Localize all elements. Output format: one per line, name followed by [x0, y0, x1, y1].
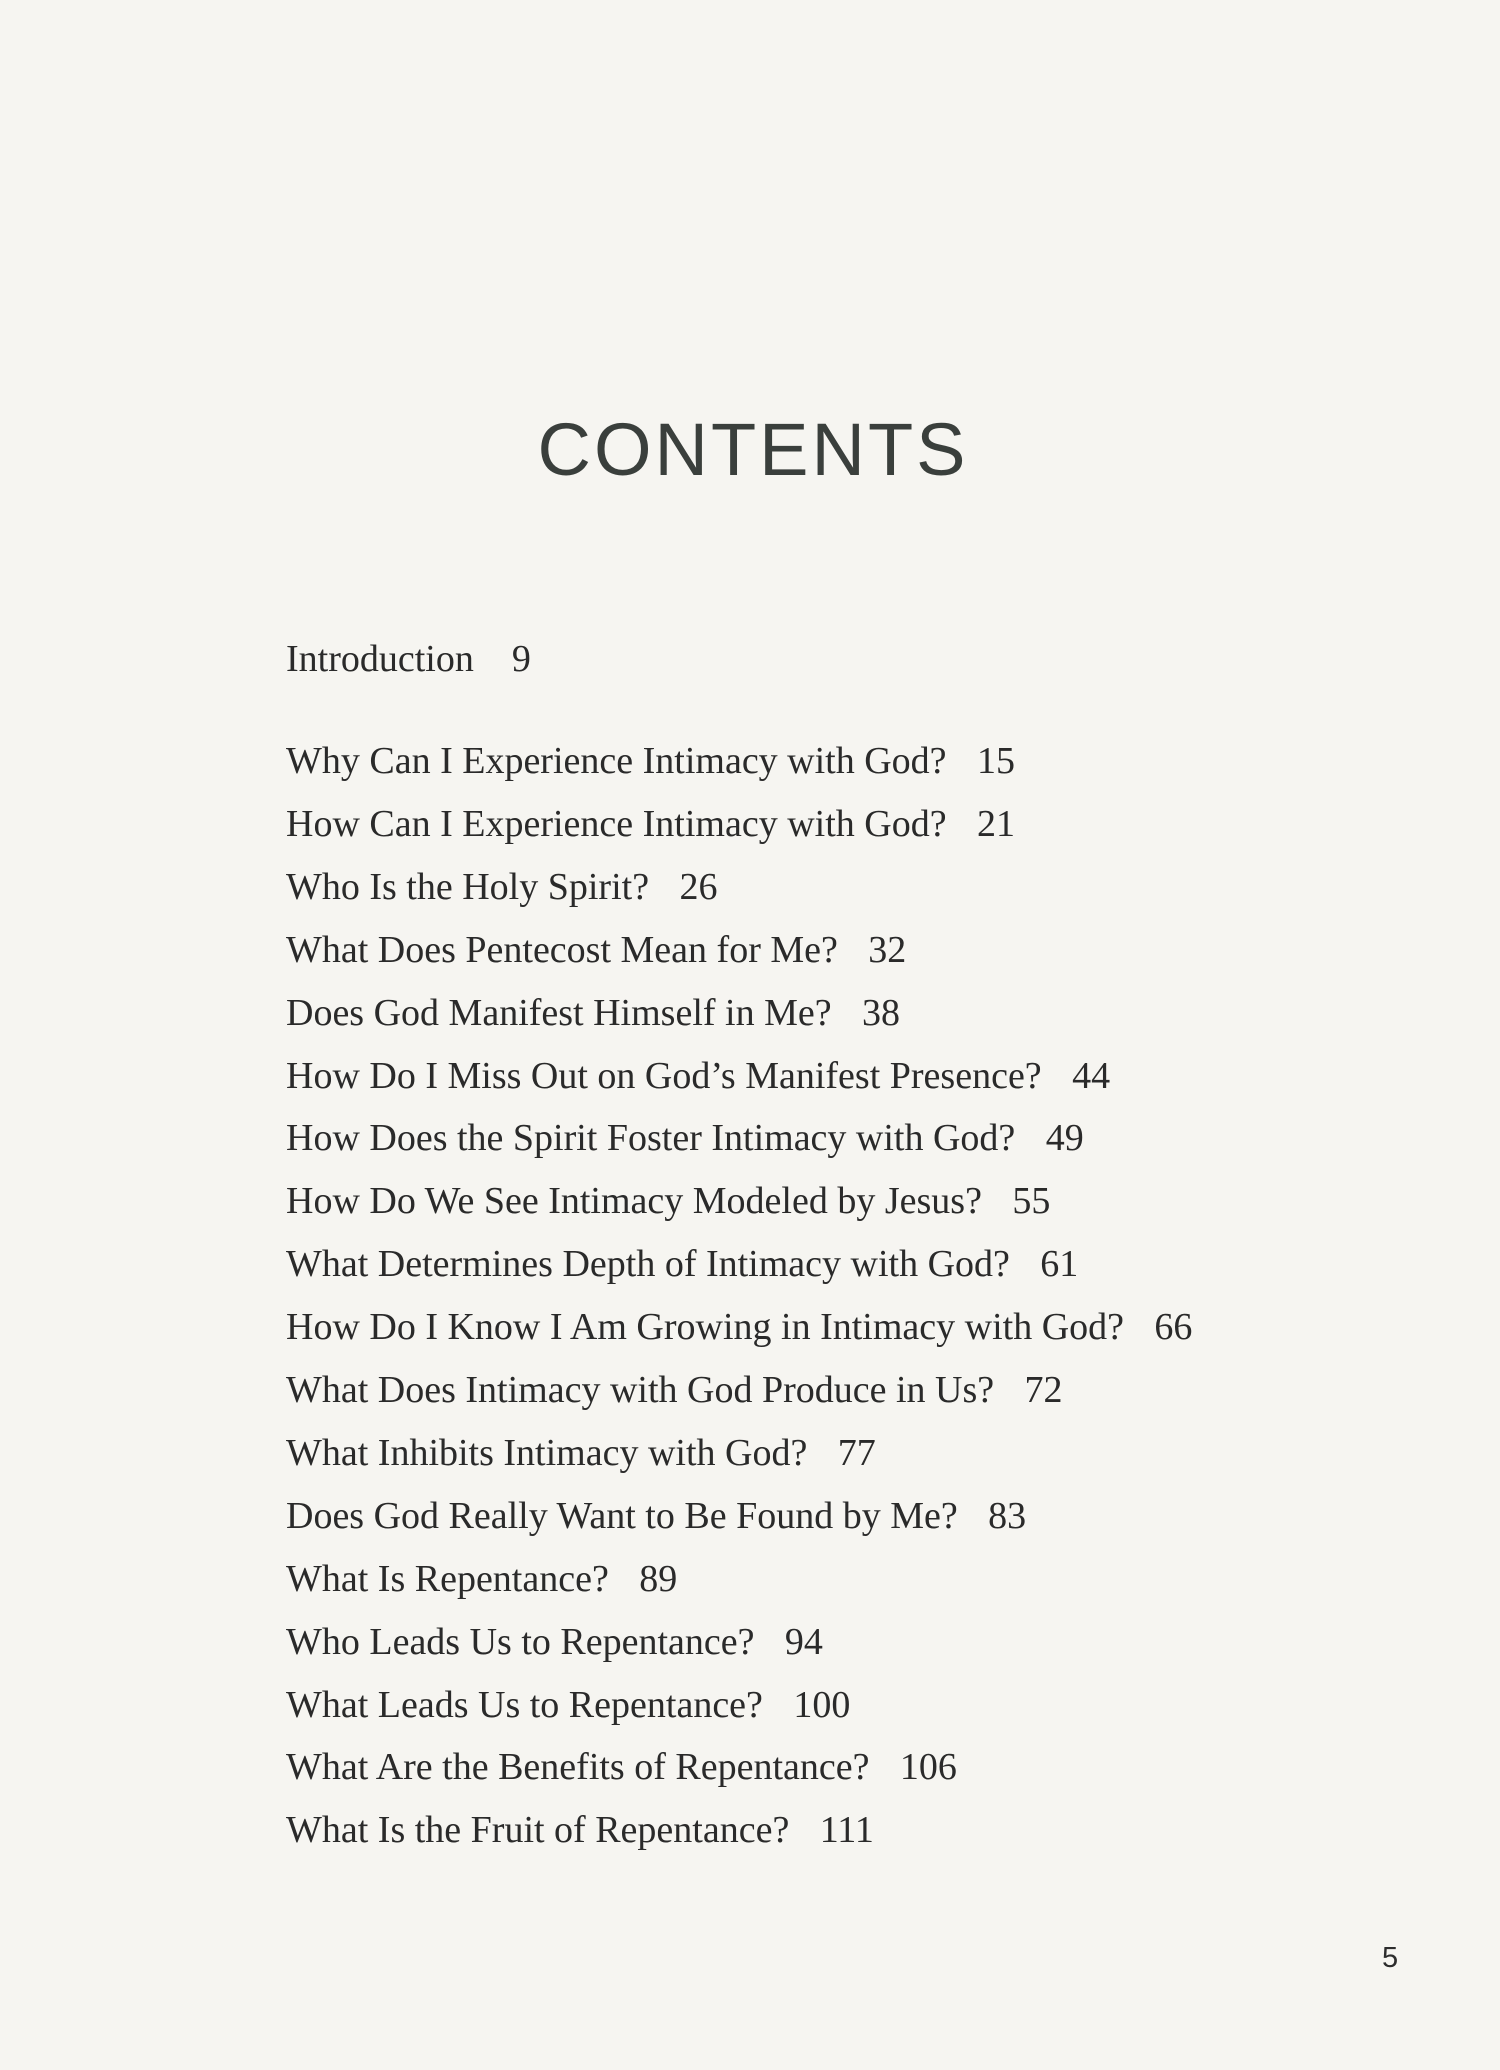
page-title: CONTENTS	[537, 408, 969, 491]
chapter-entry	[286, 1117, 1084, 1160]
chapter-entry	[286, 1809, 874, 1852]
chapter-title: What Are the Benefits of Repentance?	[286, 1746, 870, 1789]
chapter-page-number: 61	[1040, 1243, 1079, 1286]
chapter-page-number: 100	[793, 1683, 851, 1726]
chapter-title: How Do I Miss Out on God’s Manifest Presence?	[286, 1054, 1042, 1097]
chapter-title: What Determines Depth of Intimacy with God?	[286, 1243, 1010, 1286]
chapter-page-number: 83	[988, 1494, 1027, 1537]
chapter-page-number: 111	[819, 1809, 874, 1852]
chapter-entry	[286, 1494, 1027, 1537]
chapter-title: Does God Manifest Himself in Me?	[286, 991, 832, 1034]
chapter-page-number: 21	[976, 802, 1015, 845]
chapter-title: Does God Really Want to Be Found by Me?	[286, 1494, 958, 1537]
chapter-title: What Is Repentance?	[286, 1557, 609, 1600]
chapter-entry	[286, 865, 718, 908]
page-number: 5	[1382, 1942, 1399, 1974]
chapter-page-number: 106	[899, 1746, 957, 1789]
chapter-page-number: 66	[1154, 1306, 1193, 1349]
chapter-entry	[286, 1431, 876, 1474]
chapter-title: How Do We See Intimacy Modeled by Jesus?	[286, 1180, 982, 1223]
chapter-entry	[286, 1557, 678, 1600]
chapter-title: What Inhibits Intimacy with God?	[286, 1431, 808, 1474]
chapter-page-number: 89	[639, 1557, 678, 1600]
chapter-title: What Is the Fruit of Repentance?	[286, 1809, 790, 1852]
chapter-entry	[286, 1683, 851, 1726]
chapter-page-number: 38	[862, 991, 901, 1034]
chapter-title: How Can I Experience Intimacy with God?	[286, 802, 947, 845]
chapter-title: What Does Pentecost Mean for Me?	[286, 928, 838, 971]
chapter-title: How Do I Know I Am Growing in Intimacy with God?	[286, 1306, 1125, 1349]
chapter-page-number: 26	[679, 865, 718, 908]
chapter-page-number: 94	[784, 1620, 823, 1663]
chapter-entry	[286, 1180, 1051, 1223]
chapter-entry	[286, 1054, 1111, 1097]
chapter-title: How Does the Spirit Foster Intimacy with God?	[286, 1117, 1016, 1160]
chapter-entry	[286, 802, 1015, 845]
chapter-entry	[286, 1746, 957, 1789]
chapter-page-number: 15	[976, 740, 1015, 782]
chapter-page-number: 55	[1012, 1180, 1051, 1223]
chapter-page-number: 49	[1045, 1117, 1084, 1160]
chapter-entry	[286, 1306, 1193, 1349]
entry-title: Introduction	[286, 638, 474, 680]
chapter-title: Who Leads Us to Repentance?	[286, 1620, 755, 1663]
chapter-entry	[286, 1620, 823, 1663]
chapter-title: Why Can I Experience Intimacy with God?	[286, 740, 947, 782]
chapter-page-number: 44	[1072, 1054, 1111, 1097]
chapter-entry	[286, 991, 901, 1034]
chapter-page-number: 77	[837, 1431, 876, 1474]
chapter-entry	[286, 1243, 1079, 1286]
entry-page-number: 9	[511, 638, 531, 680]
chapter-page-number: 32	[868, 928, 907, 971]
chapter-title: What Leads Us to Repentance?	[286, 1683, 763, 1726]
chapter-page-number: 72	[1024, 1369, 1063, 1411]
chapter-entry	[286, 928, 907, 971]
chapter-title: What Does Intimacy with God Produce in Us?	[286, 1369, 995, 1411]
chapter-entry	[286, 742, 1015, 780]
toc-entry-introduction	[286, 640, 531, 678]
chapter-entry	[286, 1371, 1063, 1409]
chapter-title: Who Is the Holy Spirit?	[286, 865, 650, 908]
